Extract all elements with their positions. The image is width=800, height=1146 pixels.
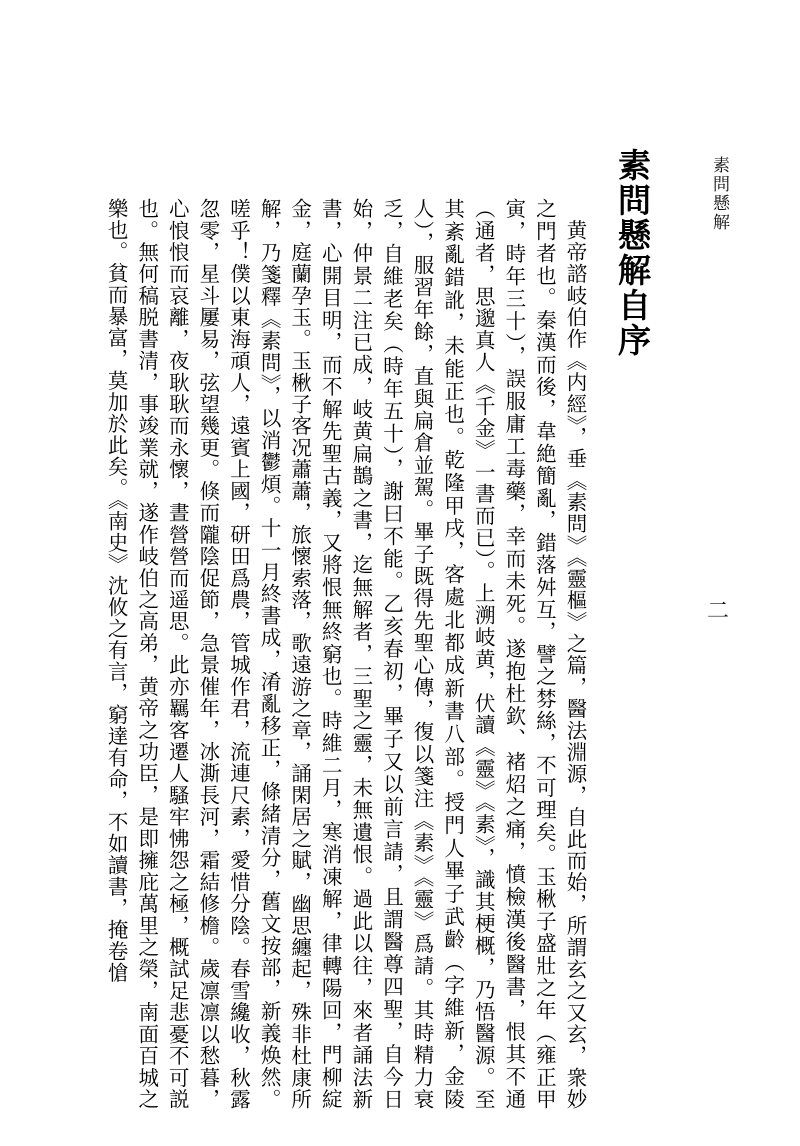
- preface-title: 素問懸解自序: [613, 148, 652, 358]
- page-number: 二: [707, 599, 730, 624]
- running-title: 素問懸解: [709, 156, 729, 232]
- preface-body-text: 黄帝諮岐伯作《内經》，垂《素問》《靈樞》之篇，醫法淵源，自此而始，所謂玄之又玄，衆妙之門者也。秦漢而後，韋絶簡亂，錯落舛互，譬之棼絲，不可理矣。玉楸子盛壯之年（雍正甲寅，時年三十），誤服庸工毒藥，幸而未死。遂抱杜欽、褚炤之痛，憤檢漢後醫書，恨其不通（通者，思邈真人《千金》一書而已）。上溯岐黄，伏讀《靈》《素》，識其梗概，乃悟醫源。至其紊亂錯訛，未能正也。乾隆甲戌，客處北都成新書八部。授門人畢子武齡（字維新，金陵人），服習年餘，直與扁倉並駕。畢子既得先聖心傳，復以箋注《素》《靈》爲請。其時精力衰乏，自維老矣（時年五十），謝曰不能。乙亥春初，畢子又以前言請，且謂醫尊四聖，自今日始，仲景二注已成，岐黄扁鵲之書，迄無解者，三聖之靈，未無遺恨。過此以往，來者誦法新書，心開目明，而不解先聖古義，又將恨無終窮也。時維二月，寒消凍解，律轉陽回，門柳綻金，庭蘭孕玉。玉楸子客况蕭蕭，旅懷索落，歌遠游之章，誦閑居之賦，幽思纏起，殊非杜康所解，乃箋釋《素問》，以消鬱煩。十一月終書成，淆亂移正，條緒清分，舊文按部，新義焕然。嗟乎！僕以東海頑人，遠賓上國，研田爲農，管城作君，流連尺素，愛惜分陰。春雪纔收，秋露忽零，星斗屢易，弦望幾更。倏而隴陰促節，急景催年，冰澌長河，霜結修檐。歲凛凛以愁暮，心悢悢而哀離，夜耿耿而永懷，晝營營而遥思。此亦羈客遷人騷牢怫怨之極，概試足悲憂不可説也。無何稿脱書清，事竣業就，遂作岐伯之高弟，黄帝之功臣，是即擁庇萬里之榮，南面百城之樂也。貧而暴富，莫加於此矣。《南史》沈攸之有言，窮達有命，不如讀書，掩卷愴: [104, 198, 587, 1110]
